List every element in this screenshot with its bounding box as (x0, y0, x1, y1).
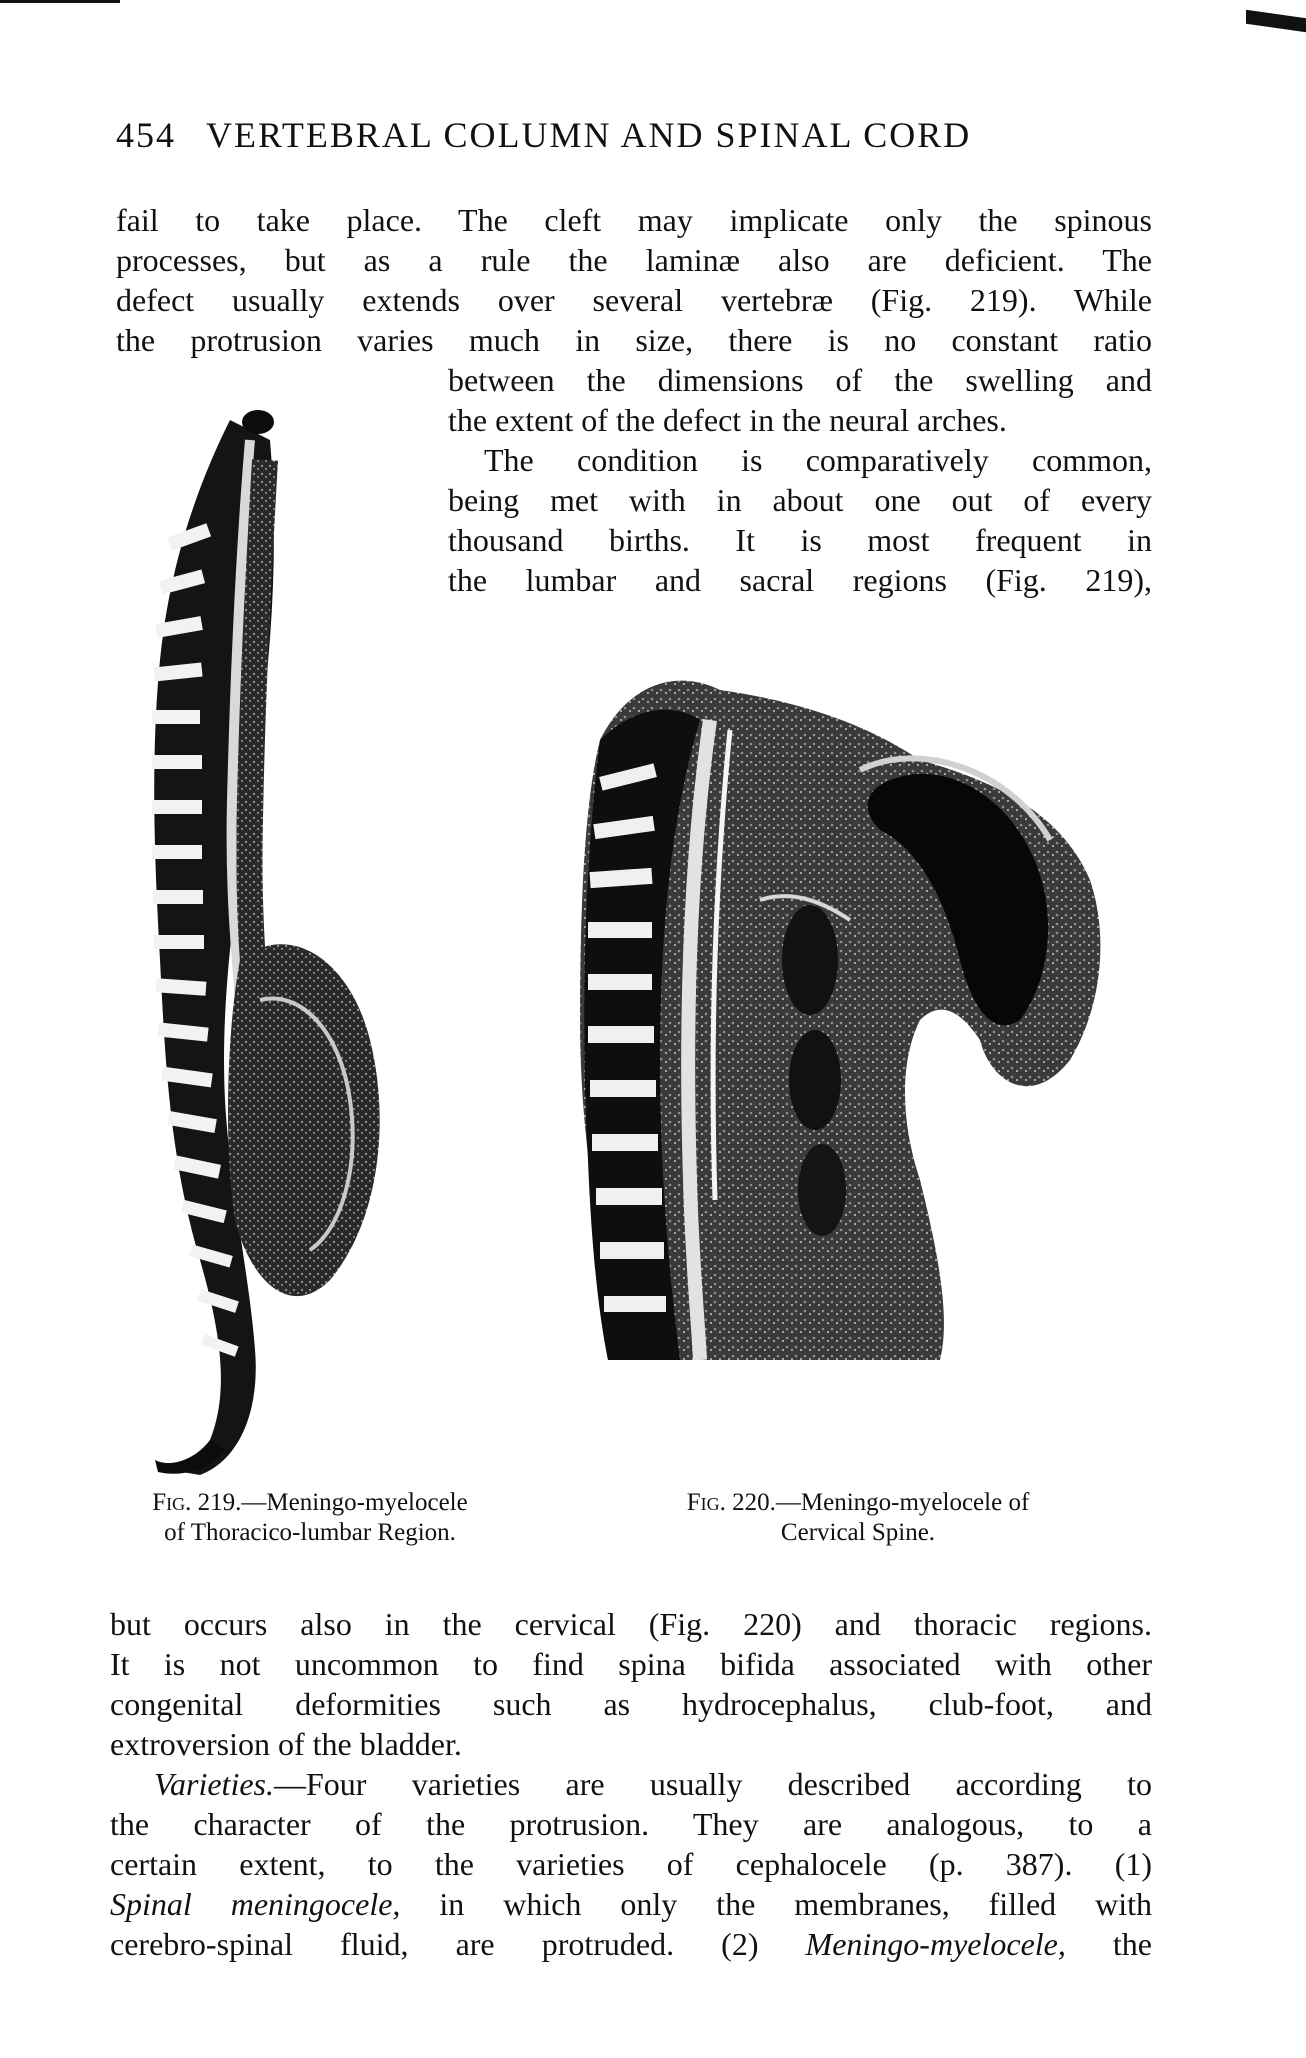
running-head-title: VERTEBRAL COLUMN AND SPINAL CORD (206, 115, 972, 155)
text-line: the character of the protrusion. They are analogous, to a (110, 1806, 1152, 1842)
caption-text: . 220.—Meningo-myelocele of (719, 1489, 1030, 1516)
text-line: It is not uncommon to find spina bifida associated with other (110, 1646, 1152, 1682)
text-line: thousand births. It is most frequent in (448, 522, 1152, 558)
text-line: congenital deformities such as hydrocephalus, club-foot, and (110, 1686, 1152, 1722)
term-spinal-meningocele: Spinal meningocele, (110, 1886, 401, 1922)
figure-220-caption (618, 1488, 1098, 1548)
scan-edge-mark-left (0, 0, 120, 3)
page-number: 454 (116, 115, 176, 155)
running-head (116, 114, 1128, 156)
top-paragraph-narrow (448, 360, 1152, 440)
text-line: Spinal meningocele, in which only the membranes, filled with (110, 1886, 1152, 1922)
text-line: Varieties.—Four varieties are usually described according to (154, 1766, 1152, 1802)
text-line: the extent of the defect in the neural arches. (448, 402, 1007, 438)
figure-219-specimen-photo (140, 400, 450, 1480)
text-line: the protrusion varies much in size, there is no constant ratio (116, 322, 1152, 358)
caption-text: of Thoracico-lumbar Region. (164, 1519, 456, 1546)
varieties-heading: Varieties. (154, 1766, 274, 1802)
scan-edge-mark-right (1246, 10, 1306, 32)
text-line: the lumbar and sacral regions (Fig. 219), (448, 562, 1152, 598)
text-line: fail to take place. The cleft may implicate only the spinous (116, 202, 1152, 238)
figure-label: Fig (152, 1489, 186, 1516)
varieties-paragraph (110, 1764, 1152, 1964)
continuation-paragraph (110, 1604, 1152, 1764)
second-paragraph (448, 440, 1152, 600)
text-line: certain extent, to the varieties of cephalocele (p. 387). (1) (110, 1846, 1152, 1882)
term-meningo-myelocele: Meningo-myelocele, (805, 1926, 1066, 1962)
text-line: defect usually extends over several vertebræ (Fig. 219). While (116, 282, 1152, 318)
figure-label: Fig (686, 1489, 720, 1516)
text-line: extroversion of the bladder. (110, 1726, 462, 1762)
text-line: The condition is comparatively common, (484, 442, 1152, 478)
caption-text: . 219.—Meningo-myelocele (185, 1489, 468, 1516)
text-line: processes, but as a rule the laminæ also are deficient. The (116, 242, 1152, 278)
figure-219-caption (120, 1488, 500, 1548)
top-paragraph (116, 200, 1152, 360)
figure-220-specimen-photo (560, 660, 1120, 1380)
text-line: being met with in about one out of every (448, 482, 1152, 518)
text-line: but occurs also in the cervical (Fig. 220) and thoracic regions. (110, 1606, 1152, 1642)
text-line: between the dimensions of the swelling and (448, 362, 1152, 398)
caption-text: Cervical Spine. (780, 1519, 936, 1546)
text-line: cerebro-spinal fluid, are protruded. (2) Meningo-myelocele, the (110, 1926, 1152, 1962)
